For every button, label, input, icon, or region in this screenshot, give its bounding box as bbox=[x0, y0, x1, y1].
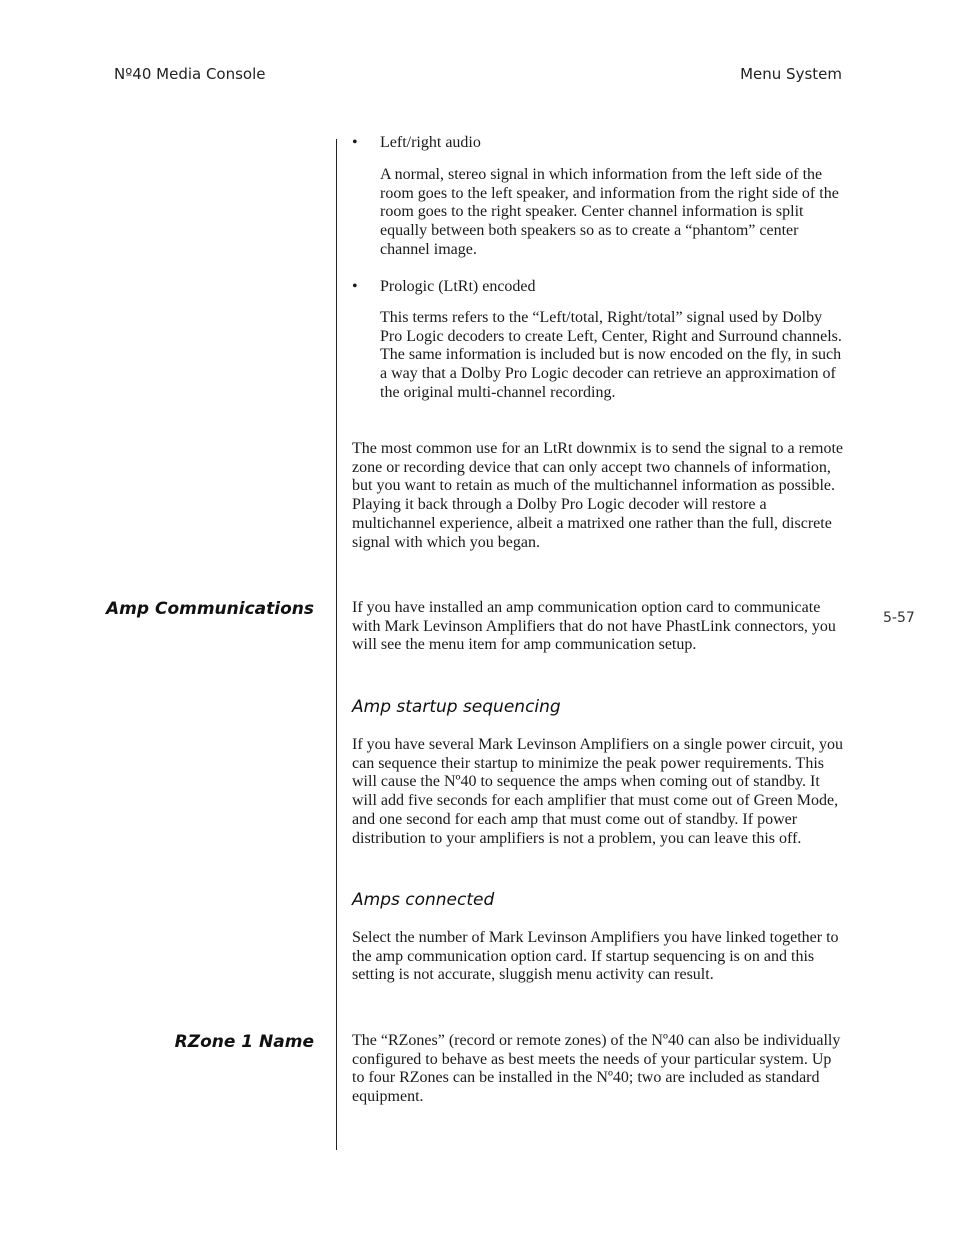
bullet-body: A normal, stereo signal in which information from the left side of the room goes to the left speaker, and information from the right side of the room goes to the right speaker. Center channel information is split equally between both speakers so as to create a “phantom” center channel image. bbox=[380, 166, 839, 258]
page-number: 5-57 bbox=[883, 610, 915, 626]
section-heading-rzone-1-name: RZone 1 Name bbox=[174, 1032, 314, 1052]
rzone-body: The “RZones” (record or remote zones) of the Nº40 can also be individually configured to behave as best meets the needs of your particular system. Up to four RZones can be installed in the Nº40; two are included as standard equipment. bbox=[352, 1032, 841, 1106]
section-heading-amp-communications: Amp Communications bbox=[106, 599, 314, 619]
bullet-marker: • bbox=[352, 278, 358, 295]
bullet-marker: • bbox=[352, 134, 358, 151]
amp-communications-intro: If you have installed an amp communication option card to communicate with Mark Levinson Amplifiers that do not have PhastLink connectors, you will see the menu item for amp communication setup. bbox=[352, 599, 836, 654]
amps-connected-body: Select the number of Mark Levinson Amplifiers you have linked together to the amp communication option card. If startup sequencing is on and this setting is not accurate, sluggish menu activity can result. bbox=[352, 929, 839, 984]
header-left-title: Nº40 Media Console bbox=[114, 65, 266, 83]
subheading-amps-connected: Amps connected bbox=[352, 890, 495, 910]
bullet-title: Prologic (LtRt) encoded bbox=[380, 278, 536, 295]
header-section-title: Menu System bbox=[740, 65, 842, 83]
bullet-body: This terms refers to the “Left/total, Right/total” signal used by Dolby Pro Logic decoders to create Left, Center, Right and Surround channels. The same information is included but is now encoded on the fly, in such a way that a Dolby Pro Logic decoder can retrieve an approximation of the original multi-channel recording. bbox=[380, 309, 842, 401]
column-divider bbox=[336, 139, 337, 1150]
subheading-amp-startup: Amp startup sequencing bbox=[352, 697, 561, 717]
amp-startup-body: If you have several Mark Levinson Amplifiers on a single power circuit, you can sequence their startup to minimize the peak power requirements. This will cause the Nº40 to sequence the amps when coming out of standby. It will add five seconds for each amplifier that must come out of Green Mode, and one second for each amp that must come out of standby. If power distribution to your amplifiers is not a problem, you can leave this off. bbox=[352, 736, 843, 847]
bullet-title: Left/right audio bbox=[380, 134, 481, 151]
downmix-paragraph: The most common use for an LtRt downmix is to send the signal to a remote zone or recording device that can only accept two channels of information, but you want to retain as much of the multichannel information as possible. Playing it back through a Dolby Pro Logic decoder will restore a multichannel experience, albeit a matrixed one rather than the full, discrete signal with which you began. bbox=[352, 440, 844, 551]
